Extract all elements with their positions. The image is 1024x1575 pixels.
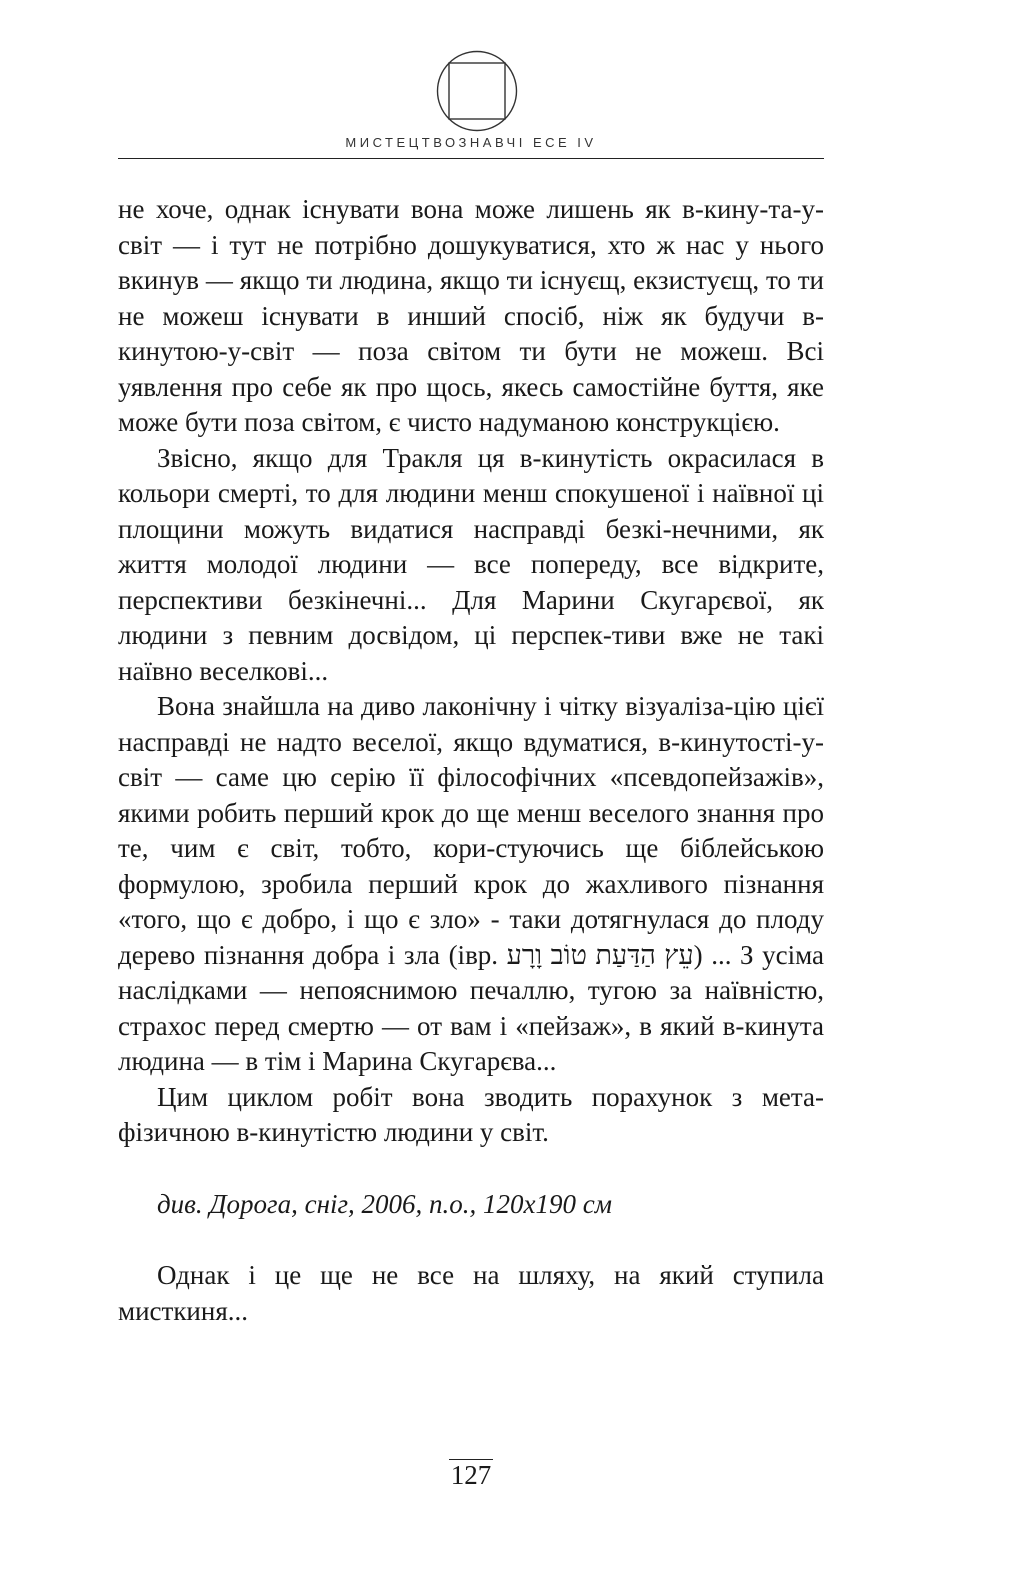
circle-square-emblem-icon <box>436 50 518 132</box>
paragraph: не хоче, однак існувати вона може лишень як в-кину-та-у-світ — і тут не потрібно дошукуватися, хто ж нас у нього вкинув — якщо ти людина, якщо ти існуєщ, екзистуєщ, то ти не можеш існувати в инший спосіб, ніж як будучи в-кинутою-у-світ — поза світом ти бути не можеш. Всі уявлення про себе як про щось, якесь самостійне буття, яке може бути поза світом, є чисто надуманою конструкцією. <box>118 194 824 437</box>
paragraph: Цим циклом робіт вона зводить порахунок з мета-фізичною в-кинутістю людини у світ. <box>118 1081 824 1147</box>
main-text <box>118 192 824 1329</box>
page-number-text: 127 <box>450 1460 492 1490</box>
paragraph: Звісно, якщо для Тракля ця в-кинутість окрасилася в кольори смерті, то для людини менш спокушеної і наївної ці площини можуть видатися насправді безкі-нечними, як життя молодої людини — все попереду, все відкрите, перспективи безкінечні... Для Марини Скугарєвої, як людини з певним досвідом, ці перспек-тиви вже не такі наївно веселкові... <box>118 442 824 686</box>
running-head-title: МИСТЕЦТВОЗНАВЧІ ЕСЕ IV <box>345 135 597 150</box>
closing-paragraph: Однак і це ще не все на шляху, на який ступила мисткиня... <box>118 1260 824 1326</box>
paragraph: Вона знайшла на диво лаконічну і чітку візуаліза-цію цієї насправді не надто веселої, якщо вдуматися, в-кинутості-у-світ — саме цю серію її філософічних «псевдопейзажів», якими робить перший крок до ще менш веселого знання про те, чим є світ, тобто, кори-стуючись ще біблейською формулою, зробила перший крок до жахливого пізнання «того, що є добро, і що є зло» - таки дотягнулася до плоду дерево пізнання добра і зла (івр. עֵץ הַדַּעַת טוֹב וָרָע) ... З усіма наслідками — непояснимою печаллю, тугою за наївністю, страхос перед смертю — от вам і «пейзаж», в який в-кинута людина — в тім і Марина Скугарєва... <box>118 691 824 1076</box>
artwork-caption: див. Дорога, сніг, 2006, п.о., 120x190 см <box>157 1188 612 1219</box>
page-number <box>118 1460 824 1490</box>
header-divider <box>118 158 824 159</box>
